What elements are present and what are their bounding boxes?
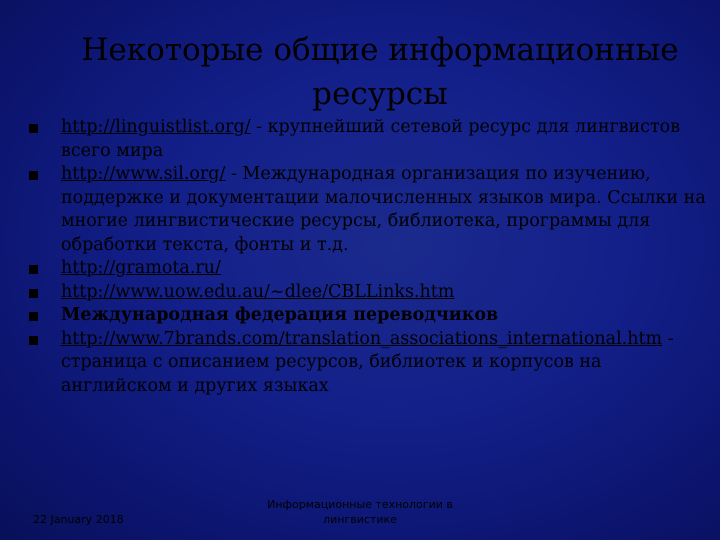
square-bullet-icon	[29, 289, 38, 298]
footer-center-text: Информационные технологии в лингвистике	[267, 498, 453, 526]
link-uow[interactable]: http://www.uow.edu.au/~dlee/CBLLinks.htm	[61, 281, 455, 302]
bullet-text-sil: - Международная организация по изучению, поддержке и документации малочисленных языков мира. Ссылки на многие лингвистические ресурсы, библиотека, программы для обработки текста, фонты и т.д.	[61, 164, 706, 255]
link-gramota[interactable]: http://gramota.ru/	[61, 258, 221, 278]
square-bullet-icon	[29, 124, 38, 133]
square-bullet-icon	[29, 265, 38, 274]
bullet-item-uow	[28, 281, 713, 305]
square-bullet-icon	[29, 312, 38, 321]
bullet-text-7brands: - страница с описанием ресурсов, библиотек и корпусов на английском и других языках	[61, 328, 674, 396]
bullet-item-federation	[28, 304, 713, 328]
link-7brands[interactable]: http://www.7brands.com/translation_associations_international.htm	[61, 328, 663, 349]
bullet-item-sil	[28, 163, 713, 257]
bullet-text-linguistlist: - крупнейший сетевой ресурс для лингвистов всего мира	[61, 117, 681, 161]
slide-title: Некоторые общие информационные ресурсы	[81, 32, 679, 112]
bullet-item-gramota	[28, 257, 713, 281]
footer-date: 22 January 2018	[33, 513, 124, 526]
bullet-item-7brands	[28, 328, 713, 399]
bullet-list	[28, 116, 713, 398]
link-sil[interactable]: http://www.sil.org/	[61, 164, 226, 184]
bullet-text-federation: Международная федерация переводчиков	[61, 305, 499, 325]
square-bullet-icon	[29, 171, 38, 180]
square-bullet-icon	[29, 336, 38, 345]
link-linguistlist[interactable]: http://linguistlist.org/	[61, 117, 251, 137]
bullet-item-linguistlist	[28, 116, 713, 163]
